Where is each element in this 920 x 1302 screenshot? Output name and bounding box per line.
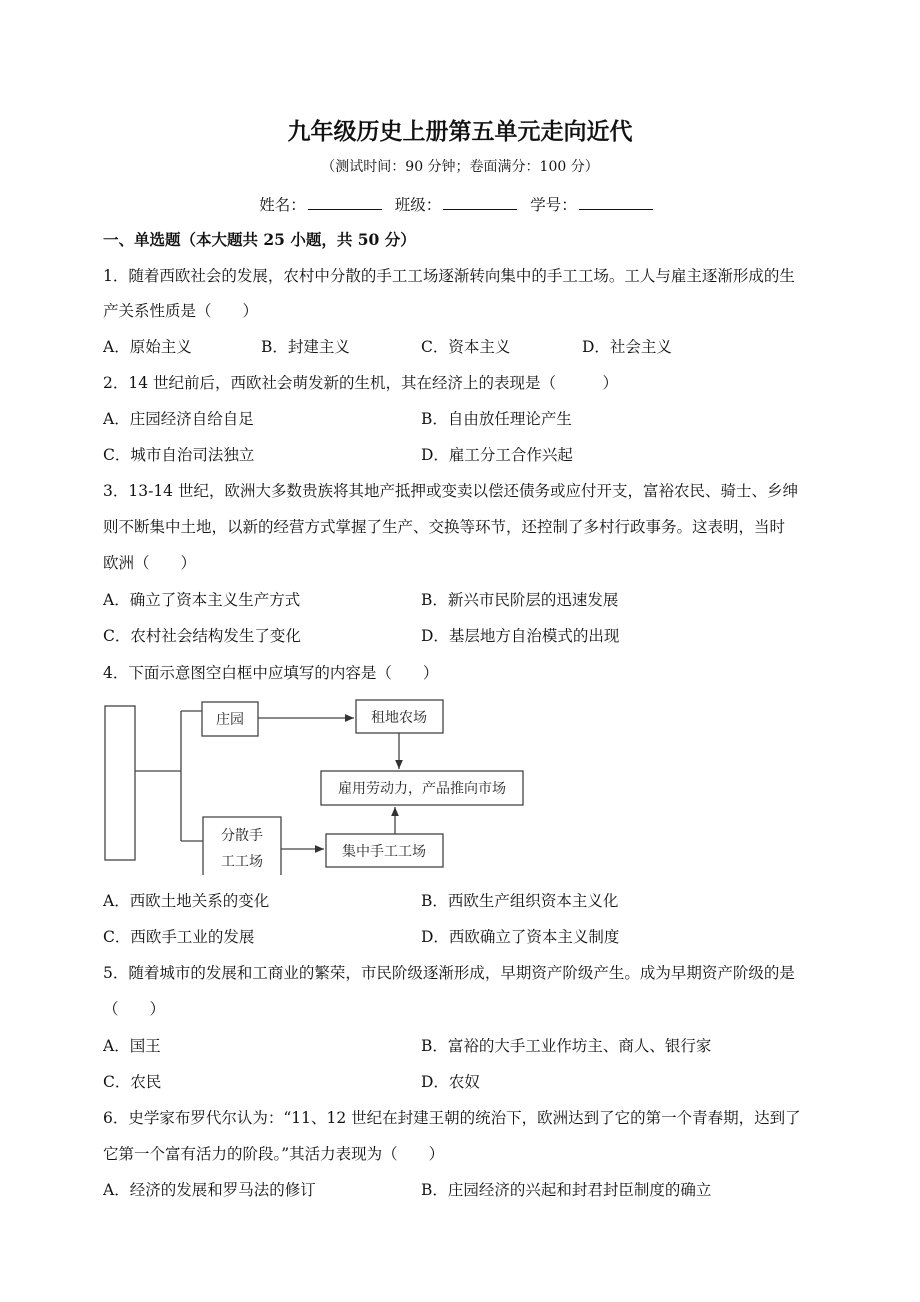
page-title: 九年级历史上册第五单元走向近代 <box>287 118 633 145</box>
q4-option-d[interactable]: D．西欧确立了资本主义制度 <box>421 928 620 946</box>
question-5-line: 5．随着城市的发展和工商业的繁荣，市民阶级逐渐形成，早期资产阶级产生。成为早期资产阶级的是 <box>103 964 795 982</box>
q4-option-b[interactable]: B．西欧生产组织资本主义化 <box>421 892 619 910</box>
blank-box <box>105 706 135 860</box>
section-heading: 一、单选题（本大题共 25 小题，共 50 分） <box>103 230 416 249</box>
scattered-label: 分散手 <box>221 828 263 844</box>
q5-option-a[interactable]: A．国王 <box>103 1037 161 1055</box>
central-label: 集中手工工场 <box>342 844 426 860</box>
q3-option-d[interactable]: D．基层地方自治模式的出现 <box>421 627 620 645</box>
q1-option-c[interactable]: C．资本主义 <box>421 338 511 356</box>
q6-option-a[interactable]: A．经济的发展和罗马法的修订 <box>103 1181 316 1199</box>
question-2-line: 2．14 世纪前后，西欧社会萌发新的生机，其在经济上的表现是（ ） <box>103 374 619 392</box>
hire-label: 雇用劳动力，产品推向市场 <box>338 781 506 797</box>
q4-option-c[interactable]: C．西欧手工业的发展 <box>103 928 255 946</box>
q6-option-b[interactable]: B．庄园经济的兴起和封君封臣制度的确立 <box>421 1181 712 1199</box>
rent-farm-label: 租地农场 <box>371 710 427 726</box>
id-label: 学号： <box>530 196 577 214</box>
question-6-line: 它第一个富有活力的阶段。”其活力表现为（ ） <box>103 1145 445 1163</box>
question-6-line: 6．史学家布罗代尔认为：“11、12 世纪在封建王朝的统治下，欧洲达到了它的第一个青春期，达到了 <box>103 1109 801 1127</box>
q5-option-c[interactable]: C．农民 <box>103 1073 162 1091</box>
q5-option-d[interactable]: D．农奴 <box>421 1073 480 1091</box>
name-label: 姓名： <box>259 196 306 214</box>
q5-option-b[interactable]: B．富裕的大手工业作坊主、商人、银行家 <box>421 1037 712 1055</box>
connector-lines <box>135 711 203 841</box>
q2-option-b[interactable]: B．自由放任理论产生 <box>421 410 572 428</box>
q3-option-c[interactable]: C．农村社会结构发生了变化 <box>103 627 301 645</box>
q1-option-a[interactable]: A．原始主义 <box>103 338 192 356</box>
exam-info: （测试时间：90 分钟；卷面满分：100 分） <box>321 159 599 175</box>
question-1-line: 产关系性质是（ ） <box>103 302 259 320</box>
question-3-line: 3．13-14 世纪，欧洲大多数贵族将其地产抵押或变卖以偿还债务或应付开支，富裕农民、骑士、乡绅 <box>103 482 798 500</box>
q1-option-b[interactable]: B．封建主义 <box>261 338 350 356</box>
q4-option-a[interactable]: A．西欧土地关系的变化 <box>103 892 270 910</box>
scattered-label: 工工场 <box>221 854 263 870</box>
q2-option-c[interactable]: C．城市自治司法独立 <box>103 446 255 464</box>
q2-option-a[interactable]: A．庄园经济自给自足 <box>103 410 254 428</box>
question-3-line: 则不断集中土地，以新的经营方式掌握了生产、交换等环节，还控制了多村行政事务。这表明，当时 <box>103 518 786 536</box>
q3-option-b[interactable]: B．新兴市民阶层的迅速发展 <box>421 591 619 609</box>
q1-option-d[interactable]: D．社会主义 <box>582 338 672 356</box>
q3-option-a[interactable]: A．确立了资本主义生产方式 <box>103 591 301 609</box>
question-5-line: （ ） <box>103 1000 166 1018</box>
question-4-line: 4．下面示意图空白框中应填写的内容是（ ） <box>103 664 439 682</box>
manor-label: 庄园 <box>216 712 244 728</box>
question-1-line: 1．随着西欧社会的发展，农村中分散的手工工场逐渐转向集中的手工工场。工人与雇主逐渐形成的生 <box>103 267 795 285</box>
q2-option-d[interactable]: D．雇工分工合作兴起 <box>421 446 573 464</box>
question-3-line: 欧洲（ ） <box>103 554 197 572</box>
class-label: 班级： <box>394 196 442 214</box>
